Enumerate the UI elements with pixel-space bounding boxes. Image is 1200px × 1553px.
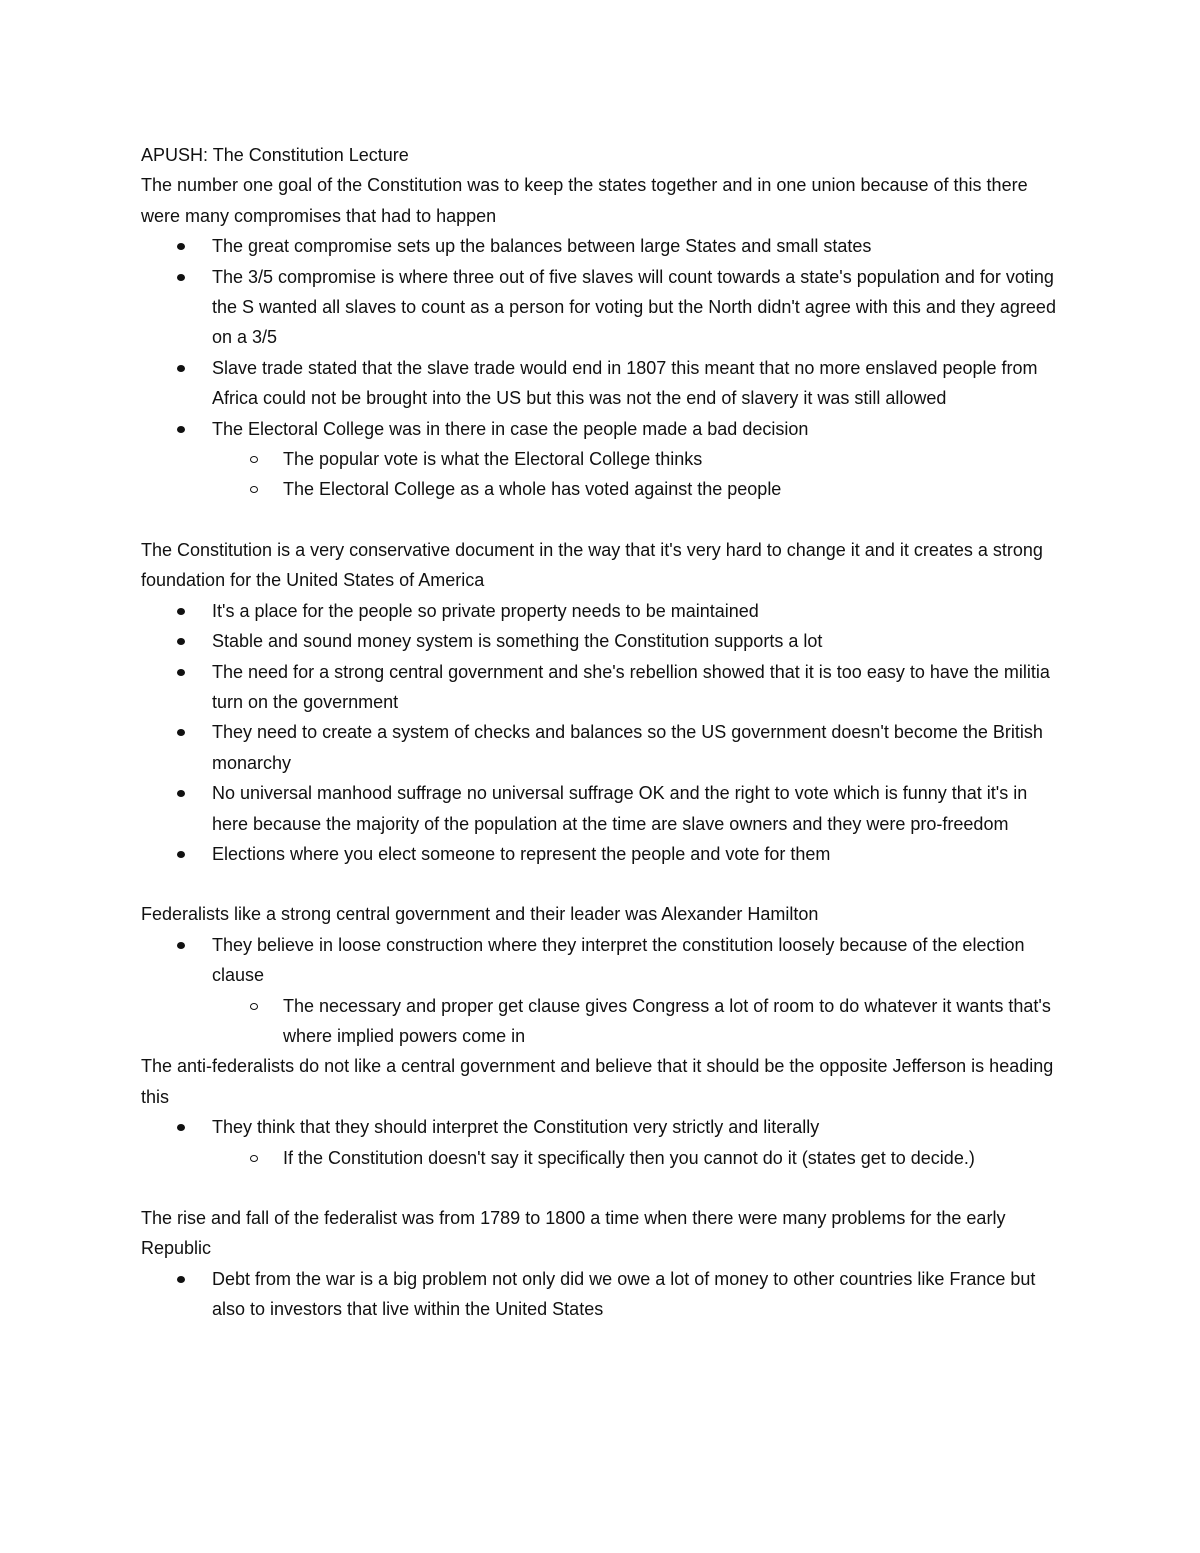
bullet-dot-icon <box>177 1276 185 1283</box>
bullet-text: Elections where you elect someone to represent the people and vote for them <box>212 843 831 864</box>
bullet-item <box>141 414 1066 505</box>
bullet-text: The 3/5 compromise is where three out of five slaves will count towards a state's population and for voting the S wanted all slaves to count as a person for voting but the North didn't agree with this and they agreed on a 3/5 <box>212 266 1056 348</box>
bullet-dot-icon <box>177 942 185 949</box>
section-paragraph: Federalists like a strong central government and their leader was Alexander Hamilton <box>141 904 819 925</box>
bullet-dot-icon <box>177 790 185 797</box>
bullet-item <box>141 626 1066 656</box>
document-page <box>141 140 1066 1325</box>
section-anti-federalists <box>141 1051 1066 1173</box>
bullet-circle-icon <box>250 1003 258 1010</box>
bullet-text: The Electoral College was in there in case the people made a bad decision <box>212 418 809 439</box>
sub-bullet-item <box>212 444 1066 474</box>
bullet-dot-icon <box>177 851 185 858</box>
bullet-list <box>141 1112 1066 1173</box>
sub-bullet-text: The necessary and proper get clause gives Congress a lot of room to do whatever it wants that's where implied powers come in <box>283 995 1051 1046</box>
bullet-item <box>141 717 1066 778</box>
section-paragraph: The number one goal of the Constitution was to keep the states together and in one union because of this there were many compromises that had to happen <box>141 175 1028 226</box>
bullet-dot-icon <box>177 669 185 676</box>
bullet-dot-icon <box>177 274 185 281</box>
bullet-circle-icon <box>250 486 258 493</box>
bullet-text: Slave trade stated that the slave trade would end in 1807 this meant that no more enslaved people from Africa could not be brought into the US but this was not the end of slavery it was still allowed <box>212 357 1038 409</box>
section-paragraph: The rise and fall of the federalist was from 1789 to 1800 a time when there were many problems for the early Republic <box>141 1208 1006 1259</box>
bullet-list <box>141 596 1066 870</box>
bullet-item <box>141 353 1066 414</box>
bullet-text: They need to create a system of checks and balances so the US government doesn't become the British monarchy <box>212 722 1043 773</box>
bullet-item <box>141 262 1066 353</box>
bullet-dot-icon <box>177 729 185 736</box>
bullet-dot-icon <box>177 1124 185 1131</box>
bullet-item <box>141 778 1066 839</box>
bullet-item <box>141 1264 1066 1325</box>
bullet-item <box>141 657 1066 718</box>
bullet-text: It's a place for the people so private property needs to be maintained <box>212 600 759 621</box>
paragraph-gap <box>141 505 1066 535</box>
sub-bullet-text: The Electoral College as a whole has voted against the people <box>283 479 782 500</box>
bullet-circle-icon <box>250 456 258 463</box>
document-title: APUSH: The Constitution Lecture <box>141 145 409 165</box>
sub-bullet-list <box>212 1143 1066 1173</box>
sub-bullet-list <box>212 444 1066 505</box>
bullet-text: Stable and sound money system is something the Constitution supports a lot <box>212 631 823 652</box>
paragraph-gap <box>141 869 1066 899</box>
bullet-list <box>141 930 1066 1052</box>
section-compromises <box>141 170 1066 504</box>
section-paragraph: The Constitution is a very conservative document in the way that it's very hard to change it and it creates a strong foundation for the United States of America <box>141 539 1043 591</box>
sub-bullet-text: If the Constitution doesn't say it specifically then you cannot do it (states get to decide.) <box>283 1147 975 1168</box>
bullet-text: They believe in loose construction where they interpret the constitution loosely because of the election clause <box>212 934 1025 986</box>
bullet-item <box>141 930 1066 1052</box>
bullet-dot-icon <box>177 365 185 372</box>
section-federalists <box>141 899 1066 1051</box>
bullet-circle-icon <box>250 1155 258 1162</box>
section-rise-and-fall <box>141 1203 1066 1325</box>
bullet-dot-icon <box>177 243 185 250</box>
bullet-list <box>141 231 1066 505</box>
bullet-text: No universal manhood suffrage no universal suffrage OK and the right to vote which is funny that it's in here because the majority of the population at the time are slave owners and they were pro-freedom <box>212 783 1028 834</box>
bullet-text: They think that they should interpret the Constitution very strictly and literally <box>212 1117 820 1138</box>
bullet-item <box>141 596 1066 626</box>
bullet-text: Debt from the war is a big problem not only did we owe a lot of money to other countries like France but also to investors that live within the United States <box>212 1268 1036 1320</box>
sub-bullet-item <box>212 474 1066 504</box>
sub-bullet-item <box>212 1143 1066 1173</box>
bullet-text: The need for a strong central government and she's rebellion showed that it is too easy to have the militia turn on the government <box>212 661 1050 712</box>
sub-bullet-list <box>212 991 1066 1052</box>
section-conservative-document <box>141 535 1066 869</box>
bullet-dot-icon <box>177 638 185 645</box>
bullet-text: The great compromise sets up the balances between large States and small states <box>212 236 872 257</box>
bullet-dot-icon <box>177 608 185 615</box>
bullet-item <box>141 231 1066 261</box>
paragraph-gap <box>141 1173 1066 1203</box>
sub-bullet-item <box>212 991 1066 1052</box>
bullet-dot-icon <box>177 426 185 433</box>
bullet-item <box>141 1112 1066 1173</box>
bullet-list <box>141 1264 1066 1325</box>
section-paragraph: The anti-federalists do not like a central government and believe that it should be the opposite Jefferson is heading this <box>141 1056 1054 1107</box>
bullet-item <box>141 839 1066 869</box>
sub-bullet-text: The popular vote is what the Electoral College thinks <box>283 449 703 470</box>
